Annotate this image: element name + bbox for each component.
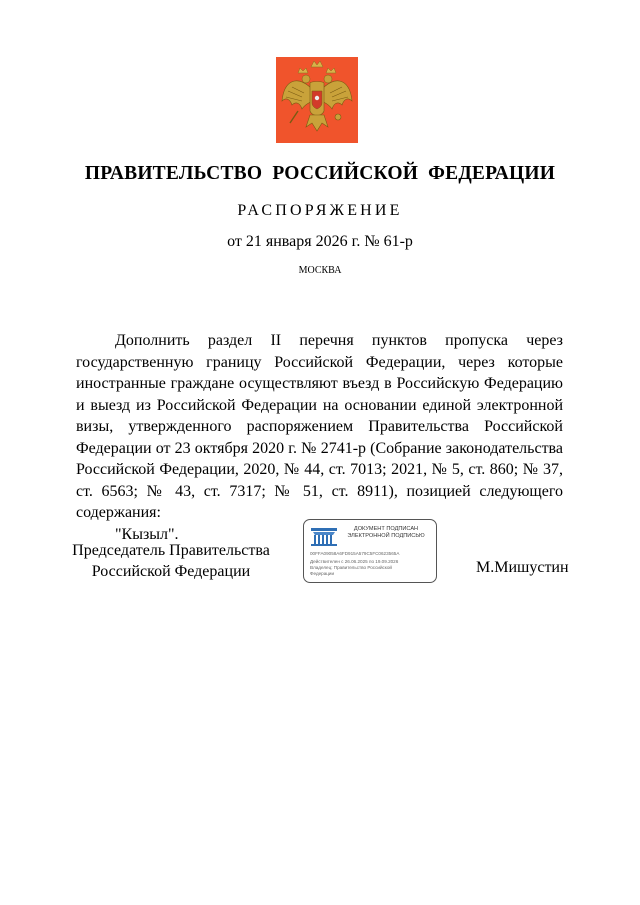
stamp-header-line2: ЭЛЕКТРОННОЙ ПОДПИСЬЮ [347,533,425,539]
order-type: РАСПОРЯЖЕНИЕ [237,202,403,219]
signer-name: М.Мишустин [476,559,569,576]
city: МОСКВА [298,265,342,276]
body-paragraph: Дополнить раздел II перечня пунктов пропуска через государственную границу Российской Федерации, через которые иностранные граждане осуществляют въезд в Российскую Федерацию и выезд из Российской Федерации на основании единой электронной визы, утвержденного распоряжением Правительства Российской Федерации от 23 октября 2020 г. № 2741-р (Собрание законодательства Российской Федерации, 2020, № 44, ст. 7013; 2021, № 5, ст. 860; № 37, ст. 6563; № 43, ст. 7317; № 51, ст. 8911), позицией следующего содержания: [76,332,563,521]
signer-position-line2: Российской Федерации [91,563,251,580]
electronic-signature-stamp [303,519,437,583]
government-building-icon [309,526,339,548]
order-date: от 21 января 2026 г. № 61-р [227,233,413,250]
body-paragraph-quote: "Кызыл". [115,525,179,543]
russia-coat-of-arms-icon [276,57,358,143]
document-body [76,330,563,545]
stamp-validity: Действителен с 26.06.2025 по 19.09.2026 [310,559,399,564]
signer-position [60,540,282,582]
document-title: ПРАВИТЕЛЬСТВО РОССИЙСКОЙ ФЕДЕРАЦИИ [84,163,556,184]
stamp-header-line1: ДОКУМЕНТ ПОДПИСАН [353,526,419,532]
stamp-owner: Владелец: Правительство Российской Федерации [310,565,392,576]
stamp-header [340,526,432,540]
stamp-certificate: 00FFA09058A6FD915A579C5FC0623565A [310,551,400,556]
signer-position-line1: Председатель Правительства [72,542,270,559]
